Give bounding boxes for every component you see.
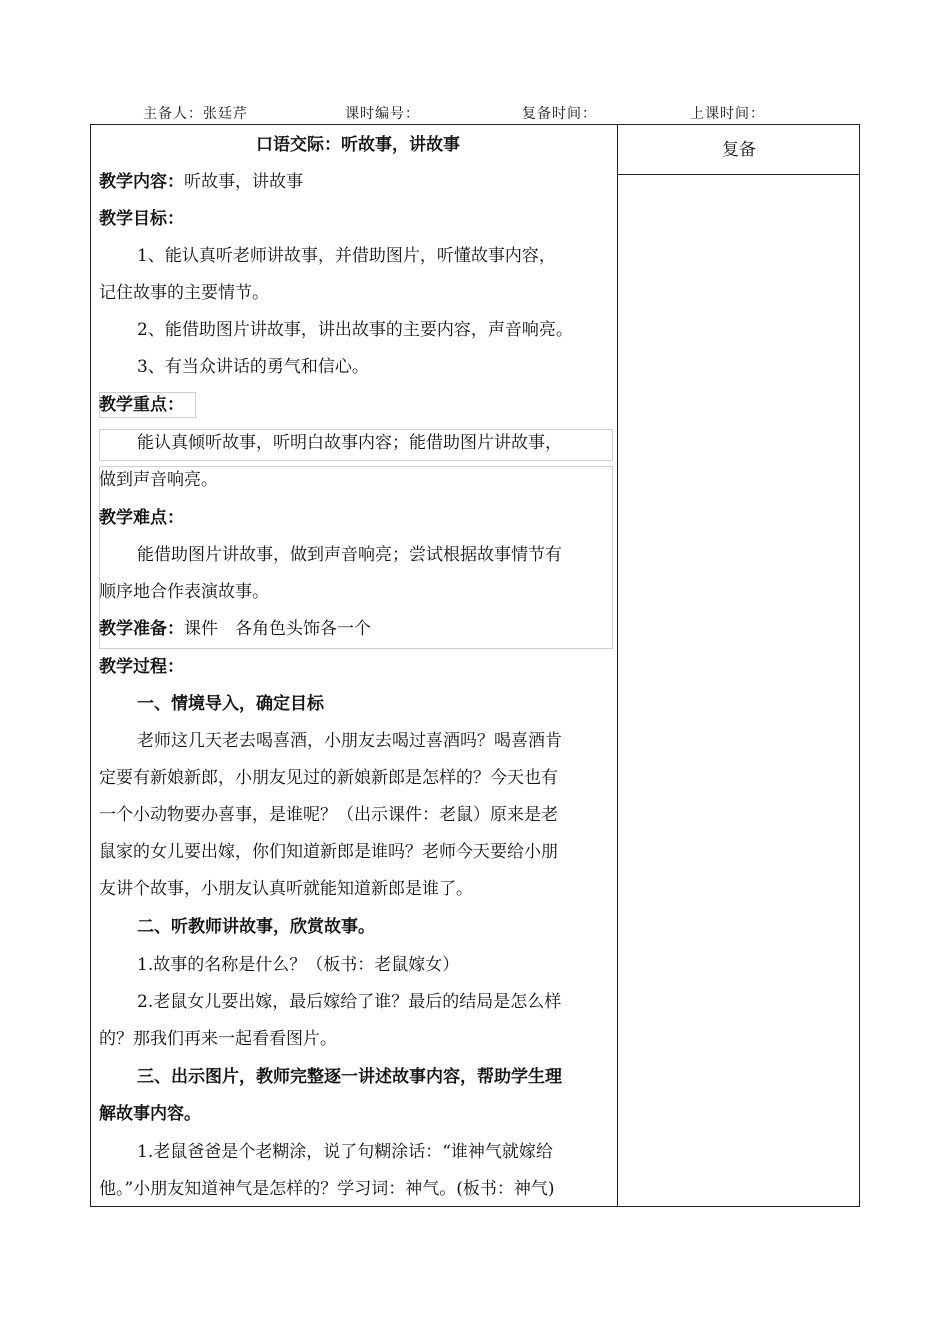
goal-1-line-1: 1、能认真听老师讲故事，并借助图片，听懂故事内容， — [137, 246, 556, 266]
section-3-line-2: 他。”小朋友知道神气是怎样的？学习词：神气。(板书：神气) — [99, 1179, 555, 1199]
section-2-title: 二、听教师讲故事，欣赏故事。 — [137, 917, 375, 937]
key-point-line-1: 能认真倾听故事，听明白故事内容；能借助图片讲故事， — [137, 433, 562, 453]
section-1-line-5: 友讲个故事，小朋友认真听就能知道新郎是谁了。 — [99, 879, 473, 899]
prep-value: 课件 各角色头饰各一个 — [184, 619, 371, 639]
lesson-number-label: 课时编号： — [345, 106, 420, 122]
goal-1-line-2: 记住故事的主要情节。 — [99, 283, 269, 303]
difficulty-label: 教学难点： — [99, 508, 184, 528]
prep-label: 教学准备： — [99, 619, 184, 639]
section-2-question-1: 1.故事的名称是什么？（板书：老鼠嫁女） — [137, 955, 460, 975]
section-1-line-4: 鼠家的女儿要出嫁，你们知道新郎是谁吗？老师今天要给小朋 — [99, 842, 558, 862]
lesson-plan-table — [90, 124, 860, 1207]
section-1-line-2: 定要有新娘新郎，小朋友见过的新娘新郎是怎样的？今天也有 — [99, 768, 558, 788]
section-3-title-line-2: 解故事内容。 — [99, 1104, 201, 1124]
review-column — [618, 125, 860, 1206]
section-1-line-3: 一个小动物要办喜事，是谁呢？（出示课件：老鼠）原来是老 — [99, 805, 558, 825]
key-point-label: 教学重点： — [99, 395, 184, 415]
section-1-title: 一、情境导入，确定目标 — [137, 694, 324, 714]
review-column-header: 复备 — [618, 125, 860, 175]
review-time-label: 复备时间： — [522, 106, 597, 122]
goal-2: 2、能借助图片讲故事，讲出故事的主要内容，声音响亮。 — [137, 320, 573, 340]
class-time-label: 上课时间： — [690, 106, 765, 122]
content-value: 听故事，讲故事 — [184, 172, 303, 192]
teaching-prep — [99, 617, 371, 641]
difficulty-line-1: 能借助图片讲故事，做到声音响亮；尝试根据故事情节有 — [137, 545, 562, 565]
section-3-line-1: 1.老鼠爸爸是个老糊涂，说了句糊涂话：“谁神气就嫁给 — [137, 1142, 553, 1162]
lesson-content-column — [91, 125, 618, 1206]
key-point-line-2: 做到声音响亮。 — [99, 470, 218, 490]
section-3-title-line-1: 三、出示图片，教师完整逐一讲述故事内容，帮助学生理 — [137, 1067, 562, 1087]
goals-label: 教学目标： — [99, 209, 184, 229]
content-label: 教学内容： — [99, 172, 184, 192]
preparer-label: 主备人：张廷芹 — [143, 106, 248, 122]
header-row — [0, 103, 950, 123]
section-1-line-1: 老师这几天老去喝喜酒，小朋友去喝过喜酒吗？喝喜酒肯 — [137, 731, 562, 751]
goal-3: 3、有当众讲话的勇气和信心。 — [137, 357, 369, 377]
teaching-content — [99, 170, 303, 194]
section-2-question-2-line-2: 的？那我们再来一起看看图片。 — [99, 1029, 337, 1049]
section-2-question-2-line-1: 2.老鼠女儿要出嫁，最后嫁给了谁？最后的结局是怎么样 — [137, 992, 562, 1012]
process-label: 教学过程： — [99, 657, 184, 677]
difficulty-line-2: 顺序地合作表演故事。 — [99, 582, 269, 602]
lesson-title: 口语交际：听故事，讲故事 — [256, 135, 460, 155]
